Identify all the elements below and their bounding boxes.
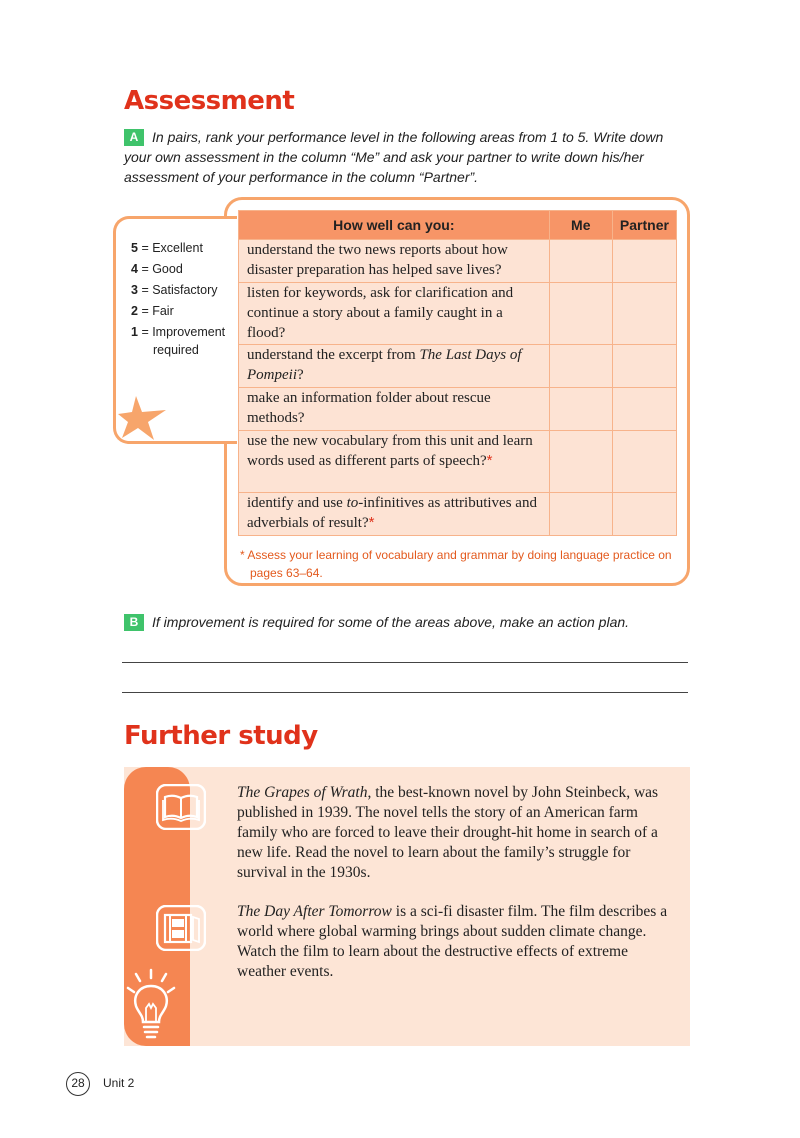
book-icon [156,784,206,830]
scale-item: 1 = Improvement [131,325,226,339]
table-row [239,283,677,345]
header-me: Me [549,211,612,240]
task-a-label: A [124,129,144,146]
page-number: 28 [66,1072,90,1096]
scale-item: 3 = Satisfactory [131,283,218,297]
row-question: make an information folder about rescue methods? [239,388,550,431]
me-cell[interactable] [549,431,612,493]
task-b-text: If improvement is required for some of the areas above, make an action plan. [152,614,630,630]
table-row [239,345,677,388]
table-header-row [239,211,677,240]
scale-item: 2 = Fair [131,304,174,318]
rating-scale [131,238,225,358]
action-plan-line[interactable] [122,692,688,693]
header-how-well: How well can you: [239,211,550,240]
unit-label: Unit 2 [103,1076,135,1090]
me-cell[interactable] [549,283,612,345]
partner-cell[interactable] [612,240,676,283]
scale-item: 5 = Excellent [131,241,203,255]
table-row [239,493,677,536]
footnote: * Assess your learning of vocabulary and grammar by doing language practice on pages 63–64. [240,548,672,580]
table-row [239,240,677,283]
partner-cell[interactable] [612,345,676,388]
me-cell[interactable] [549,240,612,283]
partner-cell[interactable] [612,431,676,493]
assessment-table [238,210,677,536]
row-question: understand the two news reports about how disaster preparation has helped save lives? [239,240,550,283]
task-b-label: B [124,614,144,631]
row-question: use the new vocabulary from this unit and learn words used as different parts of speech?* [239,431,550,493]
partner-cell[interactable] [612,493,676,536]
assessment-title: Assessment [124,86,295,116]
header-partner: Partner [612,211,676,240]
further-study-film: The Day After Tomorrow is a sci-fi disaster film. The film describes a world where global warming brings about sudden climate change. Watch the film to learn about the destructive effects of extreme weather events. [237,903,668,980]
film-icon [156,905,206,951]
table-row [239,431,677,493]
me-cell[interactable] [549,345,612,388]
row-question: listen for keywords, ask for clarification and continue a story about a family caught in a flood? [239,283,550,345]
partner-cell[interactable] [612,283,676,345]
me-cell[interactable] [549,493,612,536]
lightbulb-icon [120,966,180,1046]
row-question: identify and use to-infinitives as attributives and adverbials of result?* [239,493,550,536]
scale-item: 4 = Good [131,262,183,276]
further-study-book: The Grapes of Wrath, the best-known novel by John Steinbeck, was published in 1939. The novel tells the story of an American farm family who are forced to leave their drought-hit home in search of a new life. Read the novel to learn about the family’s struggle for survival in the 1930s. [237,784,659,881]
scale-item-continued: required [153,343,199,357]
further-study-title: Further study [124,721,318,751]
star-icon [118,396,170,442]
action-plan-line[interactable] [122,662,688,663]
me-cell[interactable] [549,388,612,431]
task-a-text: In pairs, rank your performance level in the following areas from 1 to 5. Write down your own assessment in the column “Me” and ask your partner to write down his/her assessment of your performance in the column “Partner”. [124,129,664,185]
partner-cell[interactable] [612,388,676,431]
table-row [239,388,677,431]
row-question: understand the excerpt from The Last Days of Pompeii? [239,345,550,388]
task-a-instruction [124,127,694,187]
task-b-instruction [124,612,694,632]
